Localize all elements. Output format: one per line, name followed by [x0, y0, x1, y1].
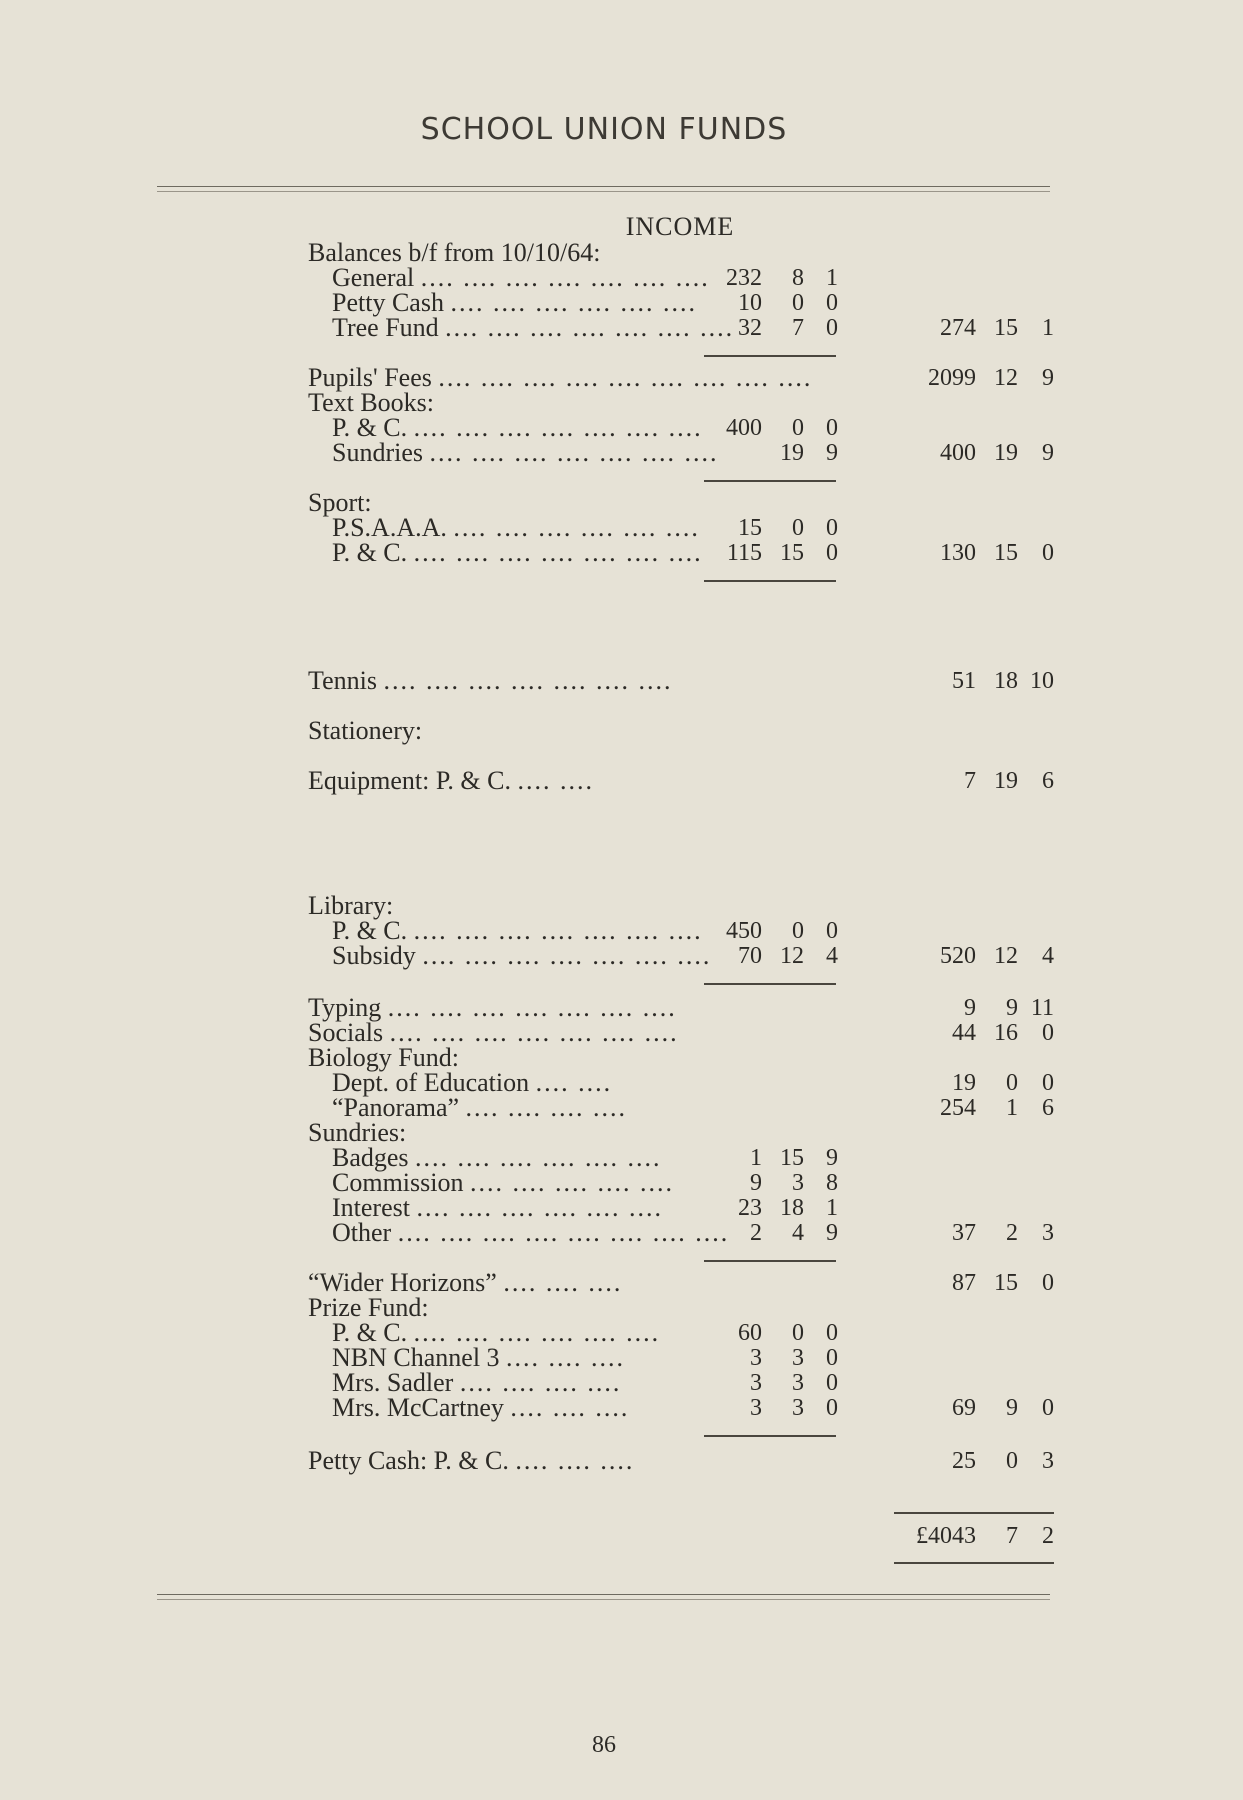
subamount-shillings: 0: [792, 290, 804, 316]
amount-pence: 3: [1042, 1220, 1054, 1246]
subamount-pounds: 15: [738, 515, 762, 541]
subamount-pounds: 60: [738, 1320, 762, 1346]
amount-pence: 9: [1042, 440, 1054, 466]
row-label-text: Prize Fund:: [308, 1293, 429, 1322]
row-label-text: Badges: [332, 1143, 409, 1172]
row-label-text: Socials: [308, 1018, 384, 1047]
subamount-shillings: 15: [780, 540, 804, 566]
amount-shillings: 15: [994, 540, 1018, 566]
subamount-pounds: 400: [726, 415, 762, 441]
subamount-shillings: 0: [792, 918, 804, 944]
row-label-text: Pupils' Fees: [308, 363, 432, 392]
row-label-text: Mrs. Sadler: [332, 1368, 454, 1397]
amount-pounds: 44: [952, 1020, 976, 1046]
row-label: [332, 943, 711, 969]
subamount-pence: 0: [826, 1395, 838, 1421]
amount-shillings: 12: [994, 943, 1018, 969]
income-heading: INCOME: [625, 212, 735, 241]
subamount-shillings: 15: [780, 1145, 804, 1171]
subtotal-rule: [704, 983, 836, 985]
row-label: [308, 668, 672, 694]
amount-pence: 0: [1042, 1070, 1054, 1096]
subtotal-rule: [704, 1435, 836, 1437]
subamount-shillings: 8: [792, 265, 804, 291]
row-label-text: Typing: [308, 993, 382, 1022]
row-label-text: Stationery:: [308, 716, 423, 745]
amount-shillings: 18: [994, 668, 1018, 694]
amount-pounds: 51: [952, 668, 976, 694]
row-label-text: Balances b/f from 10/10/64:: [308, 238, 601, 267]
row-label-text: NBN Channel 3: [332, 1343, 500, 1372]
row-label-text: Sport:: [308, 488, 372, 517]
leader-dots: .... .... ....: [510, 1393, 630, 1422]
amount-shillings: 9: [1006, 995, 1018, 1021]
table-row: [0, 1095, 1243, 1121]
leader-dots: .... .... ....: [506, 1343, 626, 1372]
leader-dots: .... .... .... .... .... .... ....: [389, 1018, 679, 1047]
amount-pence: 10: [1030, 668, 1054, 694]
subamount-pence: 0: [826, 540, 838, 566]
subamount-shillings: 19: [780, 440, 804, 466]
table-row: [0, 1448, 1243, 1474]
row-label-text: Biology Fund:: [308, 1043, 459, 1072]
subamount-pence: 9: [826, 440, 838, 466]
row-label: [332, 440, 719, 466]
amount-pounds: 520: [940, 943, 976, 969]
amount-pence: 3: [1042, 1448, 1054, 1474]
table-row: [0, 718, 1243, 744]
row-label: [308, 718, 422, 744]
row-label: [332, 540, 703, 566]
amount-pounds: 9: [964, 995, 976, 1021]
table-row: [0, 1270, 1243, 1296]
subamount-pence: 1: [826, 1195, 838, 1221]
row-label-text: Sundries: [332, 438, 423, 467]
row-label-text: Mrs. McCartney: [332, 1393, 504, 1422]
leader-dots: .... .... .... .... .... ....: [450, 288, 697, 317]
row-label: [308, 768, 594, 794]
table-row: [0, 315, 1243, 341]
amount-pounds: 19: [952, 1070, 976, 1096]
leader-dots: .... .... .... .... .... ....: [413, 1318, 661, 1347]
subamount-pounds: 10: [738, 290, 762, 316]
row-label-text: Petty Cash: P. & C.: [308, 1446, 509, 1475]
amount-pence: 1: [1042, 315, 1054, 341]
table-row: [0, 1020, 1243, 1046]
row-label-text: Commission: [332, 1168, 464, 1197]
leader-dots: .... ....: [517, 766, 594, 795]
subamount-pence: 0: [826, 1320, 838, 1346]
amount-shillings: 15: [994, 1270, 1018, 1296]
table-row: [0, 365, 1243, 391]
amount-pounds: 400: [940, 440, 976, 466]
amount-pounds: 274: [940, 315, 976, 341]
top-double-rule: [157, 186, 1050, 196]
amount-pounds: 69: [952, 1395, 976, 1421]
subamount-pounds: 3: [750, 1370, 762, 1396]
row-label-text: P.S.A.A.A.: [332, 513, 447, 542]
amount-shillings: 12: [994, 365, 1018, 391]
subamount-shillings: 3: [792, 1345, 804, 1371]
subamount-pence: 0: [826, 918, 838, 944]
amount-pence: 0: [1042, 1395, 1054, 1421]
amount-pence: 9: [1042, 365, 1054, 391]
subamount-shillings: 0: [792, 1320, 804, 1346]
amount-pence: 6: [1042, 768, 1054, 794]
amount-pence: 0: [1042, 1270, 1054, 1296]
subamount-pounds: 2: [750, 1220, 762, 1246]
amount-pounds: 2099: [928, 365, 976, 391]
subtotal-rule: [704, 480, 836, 482]
row-label-text: Subsidy: [332, 941, 416, 970]
amount-pounds: 25: [952, 1448, 976, 1474]
row-label-text: Equipment: P. & C.: [308, 766, 511, 795]
row-label-text: Tree Fund: [332, 313, 439, 342]
row-label: [332, 1395, 629, 1421]
amount-pounds: 130: [940, 540, 976, 566]
leader-dots: .... .... .... ....: [465, 1093, 628, 1122]
row-label: [308, 1448, 634, 1474]
row-label: [332, 315, 734, 341]
leader-dots: .... .... .... .... .... .... .... .... ....: [438, 363, 813, 392]
amount-shillings: 1: [1006, 1095, 1018, 1121]
subamount-pence: 9: [826, 1145, 838, 1171]
table-row: [0, 1220, 1243, 1246]
subamount-shillings: 12: [780, 943, 804, 969]
subamount-pence: 8: [826, 1170, 838, 1196]
amount-pence: 0: [1042, 1020, 1054, 1046]
subamount-pounds: 3: [750, 1345, 762, 1371]
subamount-shillings: 7: [792, 315, 804, 341]
table-row: [0, 440, 1243, 466]
subtotal-rule: [704, 580, 836, 582]
subamount-pounds: 9: [750, 1170, 762, 1196]
grand-total-row: [0, 1523, 1243, 1549]
table-row: [0, 943, 1243, 969]
leader-dots: .... .... .... .... .... .... ....: [413, 538, 703, 567]
row-label: [332, 1220, 729, 1246]
subamount-pence: 0: [826, 1370, 838, 1396]
subamount-pence: 4: [826, 943, 838, 969]
leader-dots: .... .... .... .... .... .... ....: [422, 941, 712, 970]
row-label-text: Text Books:: [308, 388, 435, 417]
leader-dots: .... .... .... .... .... .... .... ....: [397, 1218, 730, 1247]
subamount-pounds: 70: [738, 943, 762, 969]
amount-pounds: 254: [940, 1095, 976, 1121]
subamount-pounds: 1: [750, 1145, 762, 1171]
row-label-text: Sundries:: [308, 1118, 407, 1147]
subamount-pounds: 232: [726, 265, 762, 291]
subamount-pence: 1: [826, 265, 838, 291]
total-shillings: 7: [1006, 1523, 1018, 1549]
subamount-shillings: 0: [792, 515, 804, 541]
leader-dots: .... .... .... .... .... .... ....: [445, 313, 735, 342]
amount-pence: 6: [1042, 1095, 1054, 1121]
row-label-text: Dept. of Education: [332, 1068, 530, 1097]
subamount-pence: 0: [826, 290, 838, 316]
amount-shillings: 16: [994, 1020, 1018, 1046]
subamount-pence: 9: [826, 1220, 838, 1246]
leader-dots: .... .... .... .... .... ....: [453, 513, 700, 542]
row-label-text: Other: [332, 1218, 392, 1247]
row-label-text: Interest: [332, 1193, 410, 1222]
table-row: [0, 540, 1243, 566]
page-number: 86: [592, 1732, 616, 1758]
amount-shillings: 19: [994, 440, 1018, 466]
amount-pounds: 37: [952, 1220, 976, 1246]
row-label-text: General: [332, 263, 415, 292]
leader-dots: .... .... .... ....: [459, 1368, 622, 1397]
subtotal-rule: [704, 355, 836, 357]
row-label-text: Tennis: [308, 666, 377, 695]
leader-dots: .... .... .... .... .... ....: [415, 1143, 662, 1172]
table-row: [0, 668, 1243, 694]
total-pence: 2: [1042, 1523, 1054, 1549]
row-label-text: P. & C.: [332, 538, 408, 567]
subamount-shillings: 3: [792, 1395, 804, 1421]
leader-dots: .... .... .... .... .... .... ....: [429, 438, 719, 467]
subamount-shillings: 18: [780, 1195, 804, 1221]
row-label-text: “Panorama”: [332, 1093, 460, 1122]
amount-pounds: 7: [964, 768, 976, 794]
subamount-pence: 0: [826, 1345, 838, 1371]
table-row: [0, 1395, 1243, 1421]
subamount-pounds: 450: [726, 918, 762, 944]
table-row: [0, 1045, 1243, 1071]
subamount-pence: 0: [826, 315, 838, 341]
table-row: [0, 1345, 1243, 1371]
leader-dots: .... .... .... .... .... .... ....: [413, 916, 703, 945]
bottom-double-rule: [157, 1594, 1050, 1604]
subamount-pounds: 3: [750, 1395, 762, 1421]
leader-dots: .... ....: [535, 1068, 613, 1097]
leader-dots: .... .... .... .... .... .... ....: [387, 993, 677, 1022]
amount-shillings: 0: [1006, 1070, 1018, 1096]
subamount-shillings: 3: [792, 1370, 804, 1396]
row-label-text: P. & C.: [332, 1318, 408, 1347]
leader-dots: .... .... .... .... .... .... ....: [413, 413, 703, 442]
leader-dots: .... .... .... .... .... ....: [416, 1193, 663, 1222]
leader-dots: .... .... ....: [503, 1268, 623, 1297]
subamount-pounds: 115: [726, 540, 762, 566]
amount-shillings: 19: [994, 768, 1018, 794]
total-bottom-rule: [894, 1562, 1054, 1564]
row-label-text: Petty Cash: [332, 288, 444, 317]
amount-shillings: 0: [1006, 1448, 1018, 1474]
amount-pence: 0: [1042, 540, 1054, 566]
total-top-rule: [894, 1512, 1054, 1514]
subtotal-rule: [704, 1260, 836, 1262]
row-label-text: “Wider Horizons”: [308, 1268, 497, 1297]
subamount-pounds: 23: [738, 1195, 762, 1221]
subamount-pence: 0: [826, 515, 838, 541]
page-title: SCHOOL UNION FUNDS: [420, 112, 788, 147]
subamount-shillings: 4: [792, 1220, 804, 1246]
amount-shillings: 2: [1006, 1220, 1018, 1246]
leader-dots: .... .... .... .... .... .... ....: [420, 263, 710, 292]
row-label-text: Library:: [308, 891, 394, 920]
subamount-pounds: 32: [738, 315, 762, 341]
row-label-text: P. & C.: [332, 413, 408, 442]
amount-pence: 4: [1042, 943, 1054, 969]
amount-shillings: 9: [1006, 1395, 1018, 1421]
amount-pounds: 87: [952, 1270, 976, 1296]
subamount-shillings: 3: [792, 1170, 804, 1196]
leader-dots: .... .... .... .... .... .... ....: [383, 666, 673, 695]
amount-pence: 11: [1030, 995, 1054, 1021]
amount-shillings: 15: [994, 315, 1018, 341]
subamount-pence: 0: [826, 415, 838, 441]
row-label-text: P. & C.: [332, 916, 408, 945]
table-row: [0, 768, 1243, 794]
subamount-shillings: 0: [792, 415, 804, 441]
leader-dots: .... .... ....: [515, 1446, 635, 1475]
total-pounds: £4043: [916, 1523, 976, 1549]
leader-dots: .... .... .... .... ....: [469, 1168, 674, 1197]
